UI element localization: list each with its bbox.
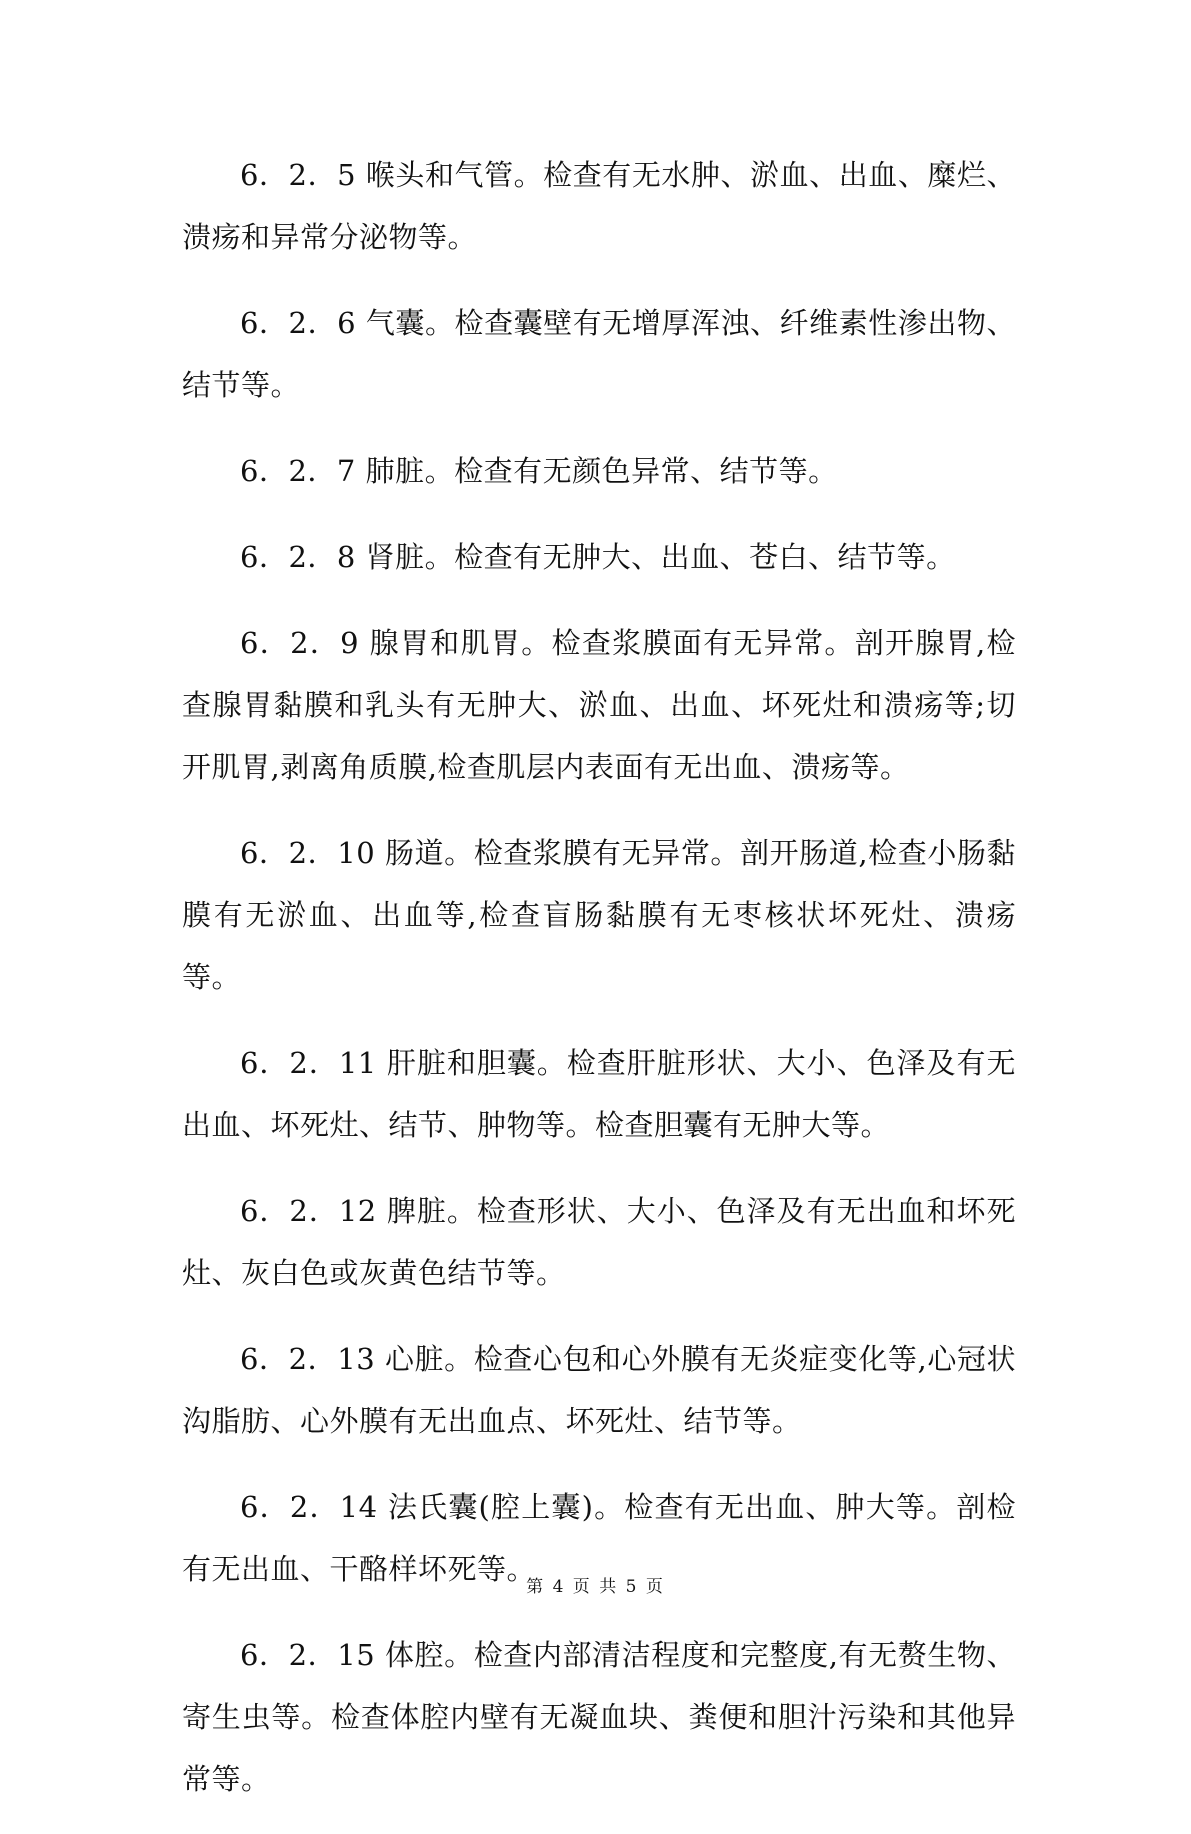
paragraph-6-2-6: 6．2．6 气囊。检查囊壁有无增厚浑浊、纤维素性渗出物、结节等。 bbox=[182, 306, 1016, 402]
paragraph-6-2-5: 6．2．5 喉头和气管。检查有无水肿、淤血、出血、糜烂、溃疡和异常分泌物等。 bbox=[182, 158, 1016, 254]
paragraph-6-2-15: 6．2．15 体腔。检查内部清洁程度和完整度,有无赘生物、寄生虫等。检查体腔内壁有无凝血块、粪便和胆汁污染和其他异常等。 bbox=[182, 1638, 1016, 1796]
page-number-footer: 第 4 页 共 5 页 bbox=[526, 1577, 665, 1597]
paragraph-6-2-12: 6．2．12 脾脏。检查形状、大小、色泽及有无出血和坏死灶、灰白色或灰黄色结节等。 bbox=[182, 1194, 1016, 1290]
paragraph-6-2-13: 6．2．13 心脏。检查心包和心外膜有无炎症变化等,心冠状沟脂肪、心外膜有无出血点、坏死灶、结节等。 bbox=[182, 1342, 1016, 1438]
paragraph-6-2-9: 6．2．9 腺胃和肌胃。检查浆膜面有无异常。剖开腺胃,检查腺胃黏膜和乳头有无肿大、淤血、出血、坏死灶和溃疡等;切开肌胃,剥离角质膜,检查肌层内表面有无出血、溃疡等。 bbox=[182, 626, 1016, 784]
paragraph-6-2-8: 6．2．8 肾脏。检查有无肿大、出血、苍白、结节等。 bbox=[240, 540, 956, 574]
paragraph-6-2-10: 6．2．10 肠道。检查浆膜有无异常。剖开肠道,检查小肠黏膜有无淤血、出血等,检查盲肠黏膜有无枣核状坏死灶、溃疡等。 bbox=[182, 836, 1016, 994]
paragraph-6-2-14: 6．2．14 法氏囊(腔上囊)。检查有无出血、肿大等。剖检有无出血、干酪样坏死等。 bbox=[182, 1490, 1016, 1586]
paragraph-6-2-7: 6．2．7 肺脏。检查有无颜色异常、结节等。 bbox=[240, 454, 838, 488]
paragraph-6-2-11: 6．2．11 肝脏和胆囊。检查肝脏形状、大小、色泽及有无出血、坏死灶、结节、肿物等。检查胆囊有无肿大等。 bbox=[182, 1046, 1016, 1142]
